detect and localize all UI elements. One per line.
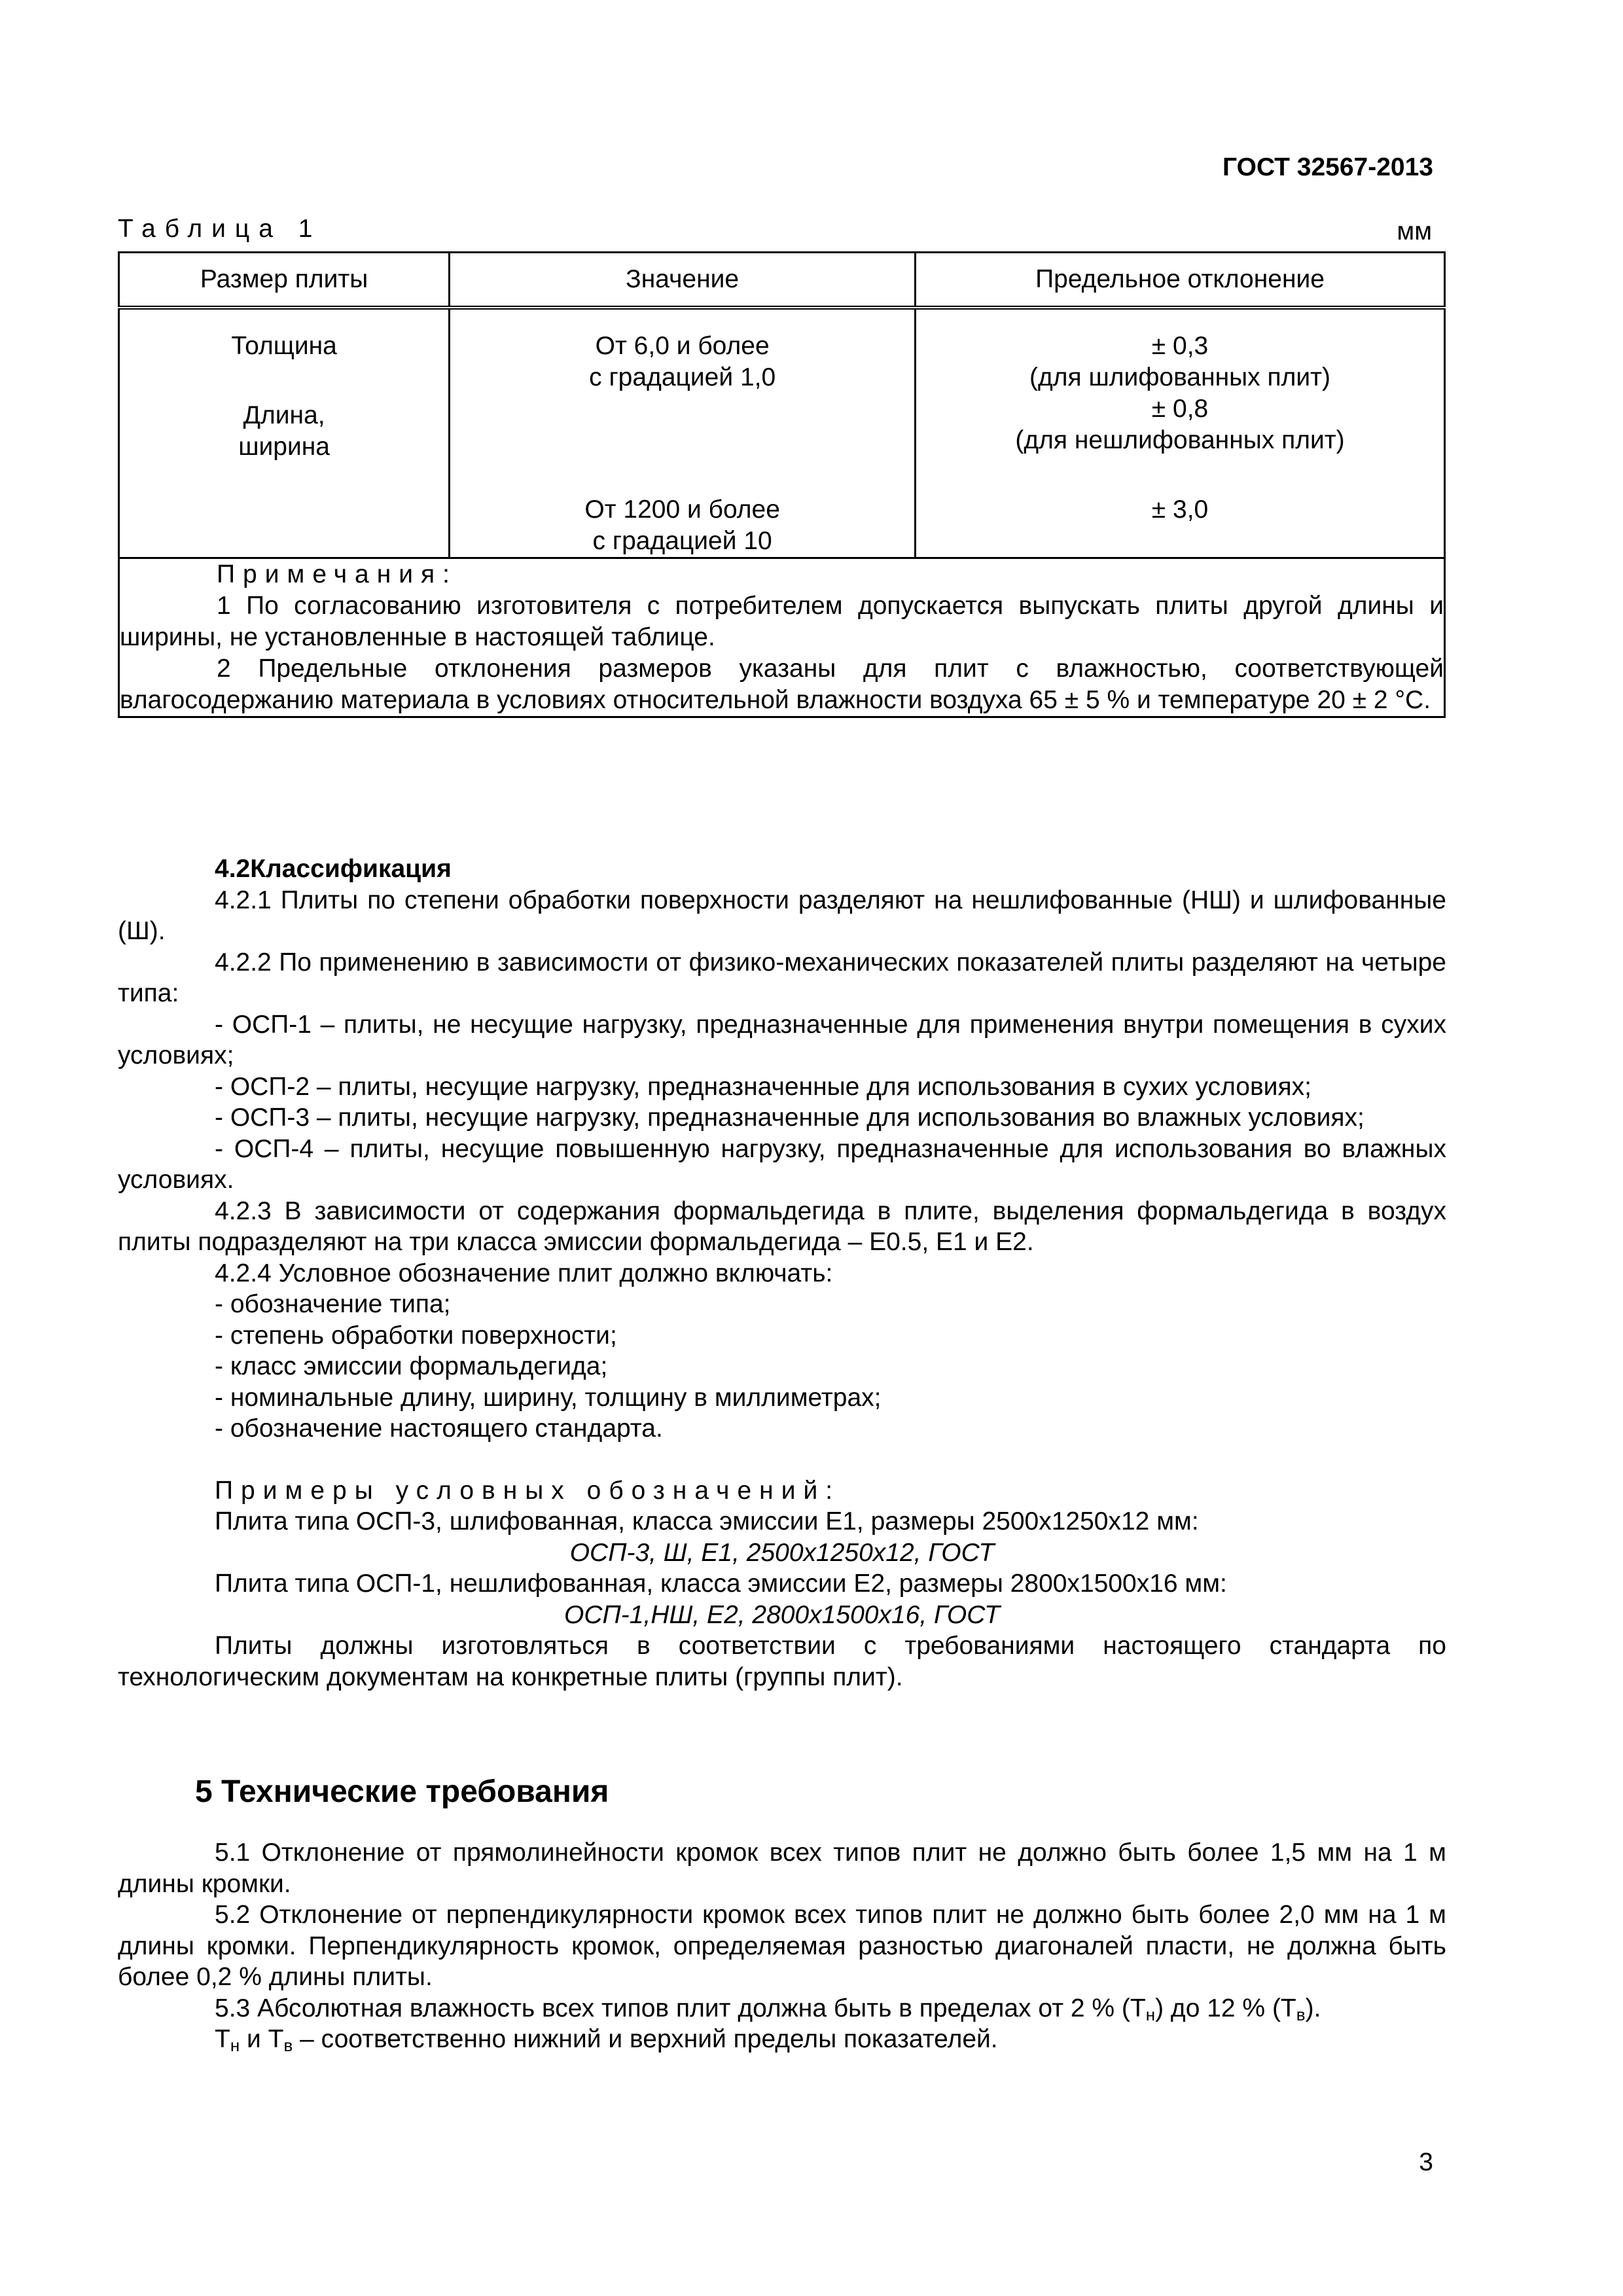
dimensions-table	[118, 251, 1446, 718]
paragraph: 5.2 Отклонение от перпендикулярности кромок всех типов плит не должно быть более 2,0 мм на 1 м длины кромки. Перпендикулярность кромок, определяемая разностью диагоналей пласти, не должна быть более 0,2 % длины плиты.	[118, 1901, 1446, 1991]
list-item: - ОСП-3 – плиты, несущие нагрузку, предназначенные для использования во влажных условиях;	[215, 1103, 1364, 1132]
list-item: - степень обработки поверхности;	[215, 1321, 617, 1350]
list-item: - ОСП-1 – плиты, не несущие нагрузку, предназначенные для применения внутри помещения в сухих условиях;	[118, 1010, 1446, 1069]
paragraph: Плиты должны изготовляться в соответствии с требованиями настоящего стандарта по технологическим документам на конкретные плиты (группы плит).	[118, 1632, 1446, 1691]
column-header-value: Значение	[450, 253, 916, 308]
example-text: Плита типа ОСП-1, нешлифованная, класса эмиссии Е2, размеры 2800х1500х16 мм:	[215, 1570, 1227, 1598]
list-item: - номинальные длину, ширину, толщину в миллиметрах;	[215, 1383, 882, 1412]
paragraph: 5.1 Отклонение от прямолинейности кромок всех типов плит не должно быть более 1,5 мм на 1 м длины кромки.	[118, 1839, 1446, 1898]
cell-size	[119, 308, 450, 558]
notes-title: Примечания:	[217, 560, 457, 588]
list-item: - класс эмиссии формальдегида;	[215, 1352, 608, 1380]
section-5	[118, 1837, 1446, 2055]
standard-header: ГОСТ 32567-2013	[1222, 153, 1433, 181]
table-note: 1 По согласованию изготовителя с потребителем допускается выпускать плиты другой длины и ширины, не установленные в настоящей таблице.	[120, 592, 1444, 651]
cell-line: Толщина	[231, 332, 337, 360]
paragraph: 4.2.4 Условное обозначение плит должно включать:	[215, 1259, 833, 1287]
list-item: - ОСП-2 – плиты, несущие нагрузку, предназначенные для использования в сухих условиях;	[215, 1072, 1311, 1101]
cell-line: (для нешлифованных плит)	[1015, 426, 1345, 454]
cell-line: (для шлифованных плит)	[1029, 363, 1331, 391]
table-notes	[119, 558, 1445, 717]
examples-title: Примеры условных обозначений:	[215, 1476, 841, 1505]
column-header-deviation: Предельное отклонение	[916, 253, 1445, 308]
cell-line: ± 0,3	[1151, 332, 1209, 360]
cell-line: От 1200 и более	[584, 495, 780, 524]
section-heading: 4.2Классификация	[215, 855, 452, 883]
section-5-heading: 5 Технические требования	[195, 1774, 609, 1809]
table-note: 2 Предельные отклонения размеров указаны для плит с влажностью, соответствующей влагосодержанию материала в условиях относительной влажности воздуха 65 ± 5 % и температуре 20 ± 2 °С.	[120, 655, 1444, 714]
paragraph: 4.2.2 По применению в зависимости от физико-механических показателей плиты разделяют на четыре типа:	[118, 948, 1446, 1007]
example-code: ОСП-1,НШ, Е2, 2800х1500х16, ГОСТ	[564, 1600, 1000, 1629]
cell-line: От 6,0 и более	[595, 332, 770, 360]
column-header-size: Размер плиты	[119, 253, 450, 308]
cell-line: с градацией 10	[592, 527, 772, 555]
cell-deviation	[916, 308, 1445, 558]
page-number: 3	[1419, 2148, 1433, 2176]
cell-line: ± 0,8	[1151, 395, 1209, 423]
list-item: - обозначение настоящего стандарта.	[215, 1414, 663, 1443]
cell-line: с градацией 1,0	[589, 363, 776, 391]
table-header-row	[119, 253, 1445, 308]
paragraph: $Т_н$ и $Т_в$ – соответственно нижний и верхний пределы показателей.	[215, 2025, 998, 2055]
table-caption: Таблица 1	[118, 215, 322, 243]
section-4-2	[118, 853, 1446, 1693]
list-item: - ОСП-4 – плиты, несущие повышенную нагрузку, предназначенные для использования во влажных условиях.	[118, 1134, 1446, 1194]
cell-line: ширина	[238, 433, 330, 461]
table-unit: мм	[1397, 217, 1432, 245]
cell-line: ± 3,0	[1151, 495, 1209, 524]
cell-value	[450, 308, 916, 558]
paragraph: 5.3 Абсолютная влажность всех типов плит должна быть в пределах от 2 % $(Т_н)$ до 12 % $(Т_в)$.	[215, 1994, 1321, 2024]
list-item: - обозначение типа;	[215, 1290, 451, 1318]
cell-line: Длина,	[243, 401, 325, 429]
example-text: Плита типа ОСП-3, шлифованная, класса эмиссии Е1, размеры 2500х1250х12 мм:	[215, 1507, 1199, 1535]
table-row	[119, 308, 1445, 558]
example-code: ОСП-3, Ш, Е1, 2500х1250х12, ГОСТ	[569, 1538, 995, 1567]
paragraph: 4.2.3 В зависимости от содержания формальдегида в плите, выделения формальдегида в воздух плиты подразделяют на три класса эмиссии формальдегида – Е0.5, Е1 и Е2.	[118, 1196, 1446, 1256]
table-notes-row	[119, 558, 1445, 717]
paragraph: 4.2.1 Плиты по степени обработки поверхности разделяют на нешлифованные (НШ) и шлифованные (Ш).	[118, 886, 1446, 945]
